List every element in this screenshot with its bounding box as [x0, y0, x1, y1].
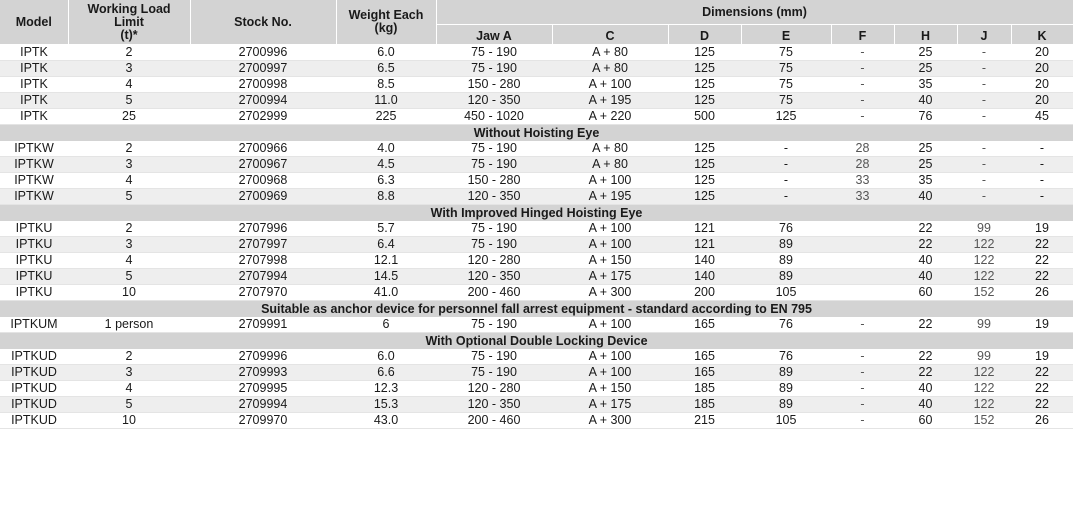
- cell-f: -: [831, 381, 894, 397]
- cell-e: 76: [741, 317, 831, 333]
- cell-stock-no: 2700998: [190, 77, 336, 93]
- cell-k: 19: [1011, 221, 1073, 237]
- cell-wll: 10: [68, 413, 190, 429]
- section-header-row: [0, 125, 1073, 142]
- cell-stock-no: 2709994: [190, 397, 336, 413]
- cell-h: 25: [894, 45, 957, 61]
- table-row: [0, 45, 1073, 61]
- section-header-row: [0, 301, 1073, 318]
- cell-j: 152: [957, 413, 1011, 429]
- cell-d: 125: [668, 61, 741, 77]
- section-title: With Optional Double Locking Device: [0, 333, 1073, 350]
- cell-h: 40: [894, 93, 957, 109]
- cell-h: 22: [894, 349, 957, 365]
- cell-wll: 3: [68, 157, 190, 173]
- header-wll-line3: (t)*: [120, 27, 138, 42]
- cell-wll: 3: [68, 237, 190, 253]
- cell-k: -: [1011, 173, 1073, 189]
- cell-model: IPTKUD: [0, 349, 68, 365]
- cell-e: 75: [741, 93, 831, 109]
- cell-d: 165: [668, 349, 741, 365]
- cell-f: -: [831, 317, 894, 333]
- cell-weight: 6.5: [336, 61, 436, 77]
- header-dim-e: E: [741, 25, 831, 45]
- cell-d: 185: [668, 397, 741, 413]
- cell-c: A + 195: [552, 189, 668, 205]
- cell-k: 22: [1011, 253, 1073, 269]
- cell-weight: 4.0: [336, 141, 436, 157]
- cell-jaw-a: 75 - 190: [436, 237, 552, 253]
- cell-j: -: [957, 77, 1011, 93]
- cell-j: -: [957, 109, 1011, 125]
- cell-h: 22: [894, 237, 957, 253]
- cell-c: A + 100: [552, 349, 668, 365]
- cell-j: 122: [957, 253, 1011, 269]
- section-title: Suitable as anchor device for personnel fall arrest equipment - standard according to EN 795: [0, 301, 1073, 318]
- cell-stock-no: 2700969: [190, 189, 336, 205]
- cell-e: 75: [741, 61, 831, 77]
- cell-d: 500: [668, 109, 741, 125]
- cell-jaw-a: 150 - 280: [436, 77, 552, 93]
- cell-j: -: [957, 61, 1011, 77]
- cell-j: 122: [957, 381, 1011, 397]
- cell-weight: 12.1: [336, 253, 436, 269]
- header-dim-c: C: [552, 25, 668, 45]
- cell-e: -: [741, 141, 831, 157]
- header-stock-no: Stock No.: [190, 0, 336, 45]
- table-row: [0, 381, 1073, 397]
- header-dim-f: F: [831, 25, 894, 45]
- cell-model: IPTKUD: [0, 381, 68, 397]
- cell-jaw-a: 120 - 350: [436, 269, 552, 285]
- cell-jaw-a: 75 - 190: [436, 45, 552, 61]
- cell-d: 121: [668, 221, 741, 237]
- cell-d: 125: [668, 77, 741, 93]
- table-row: [0, 253, 1073, 269]
- table-row: [0, 61, 1073, 77]
- cell-j: 122: [957, 237, 1011, 253]
- cell-weight: 12.3: [336, 381, 436, 397]
- cell-wll: 1 person: [68, 317, 190, 333]
- cell-jaw-a: 120 - 280: [436, 253, 552, 269]
- table-row: [0, 189, 1073, 205]
- cell-h: 25: [894, 141, 957, 157]
- table-row: [0, 269, 1073, 285]
- table-body: [0, 45, 1073, 429]
- cell-j: 152: [957, 285, 1011, 301]
- cell-d: 125: [668, 93, 741, 109]
- cell-weight: 41.0: [336, 285, 436, 301]
- section-header-row: [0, 205, 1073, 222]
- cell-f: 28: [831, 141, 894, 157]
- cell-weight: 5.7: [336, 221, 436, 237]
- cell-k: 22: [1011, 365, 1073, 381]
- cell-e: 76: [741, 349, 831, 365]
- cell-d: 125: [668, 157, 741, 173]
- cell-wll: 4: [68, 173, 190, 189]
- cell-jaw-a: 75 - 190: [436, 365, 552, 381]
- header-weight-line1: Weight Each: [348, 8, 424, 22]
- cell-weight: 4.5: [336, 157, 436, 173]
- table-row: [0, 77, 1073, 93]
- cell-model: IPTK: [0, 45, 68, 61]
- cell-h: 40: [894, 381, 957, 397]
- cell-f: 33: [831, 173, 894, 189]
- cell-h: 60: [894, 285, 957, 301]
- cell-e: -: [741, 189, 831, 205]
- cell-model: IPTKW: [0, 189, 68, 205]
- cell-k: 45: [1011, 109, 1073, 125]
- cell-jaw-a: 450 - 1020: [436, 109, 552, 125]
- header-dim-k: K: [1011, 25, 1073, 45]
- header-wll-line2: Limit: [114, 14, 144, 29]
- cell-h: 40: [894, 189, 957, 205]
- cell-wll: 2: [68, 45, 190, 61]
- cell-d: 121: [668, 237, 741, 253]
- cell-f: [831, 269, 894, 285]
- cell-d: 140: [668, 269, 741, 285]
- cell-d: 165: [668, 317, 741, 333]
- cell-h: 76: [894, 109, 957, 125]
- cell-j: 122: [957, 397, 1011, 413]
- cell-k: -: [1011, 189, 1073, 205]
- cell-h: 22: [894, 317, 957, 333]
- table-row: [0, 157, 1073, 173]
- header-dim-h: H: [894, 25, 957, 45]
- cell-stock-no: 2709993: [190, 365, 336, 381]
- table-row: [0, 317, 1073, 333]
- cell-jaw-a: 75 - 190: [436, 141, 552, 157]
- cell-k: 22: [1011, 381, 1073, 397]
- cell-e: 89: [741, 365, 831, 381]
- cell-jaw-a: 75 - 190: [436, 349, 552, 365]
- cell-stock-no: 2709995: [190, 381, 336, 397]
- cell-k: 20: [1011, 77, 1073, 93]
- cell-c: A + 150: [552, 253, 668, 269]
- cell-f: [831, 237, 894, 253]
- cell-j: -: [957, 189, 1011, 205]
- cell-stock-no: 2700997: [190, 61, 336, 77]
- cell-d: 125: [668, 141, 741, 157]
- cell-model: IPTK: [0, 61, 68, 77]
- cell-jaw-a: 75 - 190: [436, 317, 552, 333]
- cell-j: 122: [957, 365, 1011, 381]
- cell-k: 19: [1011, 349, 1073, 365]
- cell-k: -: [1011, 157, 1073, 173]
- cell-k: 20: [1011, 45, 1073, 61]
- table-row: [0, 173, 1073, 189]
- cell-stock-no: 2702999: [190, 109, 336, 125]
- cell-weight: 6.3: [336, 173, 436, 189]
- table-row: [0, 349, 1073, 365]
- cell-f: -: [831, 77, 894, 93]
- header-wll-line1: Working Load: [87, 1, 171, 16]
- section-title: Without Hoisting Eye: [0, 125, 1073, 142]
- cell-model: IPTKUD: [0, 413, 68, 429]
- cell-model: IPTKU: [0, 269, 68, 285]
- cell-stock-no: 2707996: [190, 221, 336, 237]
- cell-e: 75: [741, 45, 831, 61]
- cell-wll: 4: [68, 77, 190, 93]
- cell-c: A + 80: [552, 45, 668, 61]
- cell-stock-no: 2700968: [190, 173, 336, 189]
- cell-stock-no: 2707970: [190, 285, 336, 301]
- cell-model: IPTK: [0, 93, 68, 109]
- cell-stock-no: 2707997: [190, 237, 336, 253]
- cell-model: IPTKW: [0, 141, 68, 157]
- cell-k: 26: [1011, 413, 1073, 429]
- cell-model: IPTKUD: [0, 397, 68, 413]
- cell-c: A + 175: [552, 397, 668, 413]
- cell-d: 165: [668, 365, 741, 381]
- cell-jaw-a: 200 - 460: [436, 413, 552, 429]
- cell-f: -: [831, 45, 894, 61]
- cell-wll: 10: [68, 285, 190, 301]
- cell-f: -: [831, 93, 894, 109]
- cell-c: A + 100: [552, 317, 668, 333]
- cell-h: 35: [894, 77, 957, 93]
- cell-wll: 25: [68, 109, 190, 125]
- cell-jaw-a: 120 - 350: [436, 397, 552, 413]
- header-dimensions: Dimensions (mm): [436, 0, 1073, 25]
- header-dim-d: D: [668, 25, 741, 45]
- cell-k: 20: [1011, 93, 1073, 109]
- cell-h: 60: [894, 413, 957, 429]
- cell-model: IPTKUM: [0, 317, 68, 333]
- cell-stock-no: 2709991: [190, 317, 336, 333]
- cell-j: -: [957, 141, 1011, 157]
- cell-d: 125: [668, 45, 741, 61]
- cell-stock-no: 2709996: [190, 349, 336, 365]
- cell-h: 25: [894, 157, 957, 173]
- cell-k: 19: [1011, 317, 1073, 333]
- cell-wll: 5: [68, 93, 190, 109]
- cell-weight: 6.4: [336, 237, 436, 253]
- cell-c: A + 220: [552, 109, 668, 125]
- cell-f: [831, 253, 894, 269]
- table-row: [0, 109, 1073, 125]
- cell-h: 40: [894, 253, 957, 269]
- cell-h: 22: [894, 221, 957, 237]
- table-row: [0, 221, 1073, 237]
- cell-k: 26: [1011, 285, 1073, 301]
- cell-j: 99: [957, 349, 1011, 365]
- table-row: [0, 285, 1073, 301]
- cell-d: 125: [668, 189, 741, 205]
- cell-c: A + 300: [552, 285, 668, 301]
- cell-f: -: [831, 397, 894, 413]
- cell-f: -: [831, 413, 894, 429]
- cell-e: 75: [741, 77, 831, 93]
- cell-stock-no: 2700967: [190, 157, 336, 173]
- cell-jaw-a: 120 - 280: [436, 381, 552, 397]
- cell-weight: 43.0: [336, 413, 436, 429]
- cell-wll: 2: [68, 141, 190, 157]
- cell-j: -: [957, 157, 1011, 173]
- cell-k: 22: [1011, 397, 1073, 413]
- cell-h: 25: [894, 61, 957, 77]
- cell-e: -: [741, 157, 831, 173]
- cell-f: [831, 285, 894, 301]
- cell-e: 89: [741, 237, 831, 253]
- cell-f: -: [831, 109, 894, 125]
- cell-wll: 4: [68, 253, 190, 269]
- cell-wll: 3: [68, 365, 190, 381]
- cell-weight: 6: [336, 317, 436, 333]
- cell-f: 28: [831, 157, 894, 173]
- cell-h: 22: [894, 365, 957, 381]
- cell-weight: 6.0: [336, 45, 436, 61]
- cell-weight: 14.5: [336, 269, 436, 285]
- cell-weight: 6.6: [336, 365, 436, 381]
- cell-h: 40: [894, 269, 957, 285]
- cell-stock-no: 2700966: [190, 141, 336, 157]
- cell-jaw-a: 75 - 190: [436, 221, 552, 237]
- table-row: [0, 397, 1073, 413]
- cell-e: 89: [741, 269, 831, 285]
- table-header: [0, 0, 1073, 45]
- cell-weight: 225: [336, 109, 436, 125]
- cell-stock-no: 2700996: [190, 45, 336, 61]
- table-row: [0, 413, 1073, 429]
- header-dim-jaw-a: Jaw A: [436, 25, 552, 45]
- cell-wll: 2: [68, 349, 190, 365]
- cell-model: IPTKUD: [0, 365, 68, 381]
- cell-jaw-a: 200 - 460: [436, 285, 552, 301]
- section-title: With Improved Hinged Hoisting Eye: [0, 205, 1073, 222]
- cell-j: 122: [957, 269, 1011, 285]
- cell-e: 89: [741, 253, 831, 269]
- cell-model: IPTKU: [0, 253, 68, 269]
- cell-d: 215: [668, 413, 741, 429]
- cell-c: A + 150: [552, 381, 668, 397]
- cell-f: [831, 221, 894, 237]
- table-row: [0, 365, 1073, 381]
- cell-e: 89: [741, 381, 831, 397]
- cell-jaw-a: 75 - 190: [436, 61, 552, 77]
- cell-model: IPTKU: [0, 285, 68, 301]
- cell-c: A + 80: [552, 61, 668, 77]
- cell-j: 99: [957, 317, 1011, 333]
- table-row: [0, 93, 1073, 109]
- cell-c: A + 80: [552, 141, 668, 157]
- cell-model: IPTKU: [0, 237, 68, 253]
- cell-j: -: [957, 45, 1011, 61]
- cell-model: IPTKW: [0, 157, 68, 173]
- cell-jaw-a: 75 - 190: [436, 157, 552, 173]
- cell-c: A + 100: [552, 173, 668, 189]
- header-working-load-limit: [68, 0, 190, 45]
- cell-d: 125: [668, 173, 741, 189]
- cell-c: A + 195: [552, 93, 668, 109]
- cell-e: 76: [741, 221, 831, 237]
- cell-weight: 8.5: [336, 77, 436, 93]
- cell-c: A + 175: [552, 269, 668, 285]
- cell-f: -: [831, 349, 894, 365]
- cell-f: 33: [831, 189, 894, 205]
- header-weight-line2: (kg): [374, 21, 398, 35]
- cell-stock-no: 2707994: [190, 269, 336, 285]
- cell-e: -: [741, 173, 831, 189]
- cell-f: -: [831, 365, 894, 381]
- cell-wll: 4: [68, 381, 190, 397]
- cell-j: -: [957, 173, 1011, 189]
- cell-d: 140: [668, 253, 741, 269]
- cell-weight: 11.0: [336, 93, 436, 109]
- header-weight-each: [336, 0, 436, 45]
- table-row: [0, 141, 1073, 157]
- cell-d: 200: [668, 285, 741, 301]
- cell-wll: 5: [68, 397, 190, 413]
- cell-weight: 8.8: [336, 189, 436, 205]
- cell-stock-no: 2700994: [190, 93, 336, 109]
- section-header-row: [0, 333, 1073, 350]
- cell-j: -: [957, 93, 1011, 109]
- cell-jaw-a: 120 - 350: [436, 93, 552, 109]
- cell-model: IPTK: [0, 77, 68, 93]
- cell-weight: 15.3: [336, 397, 436, 413]
- cell-h: 40: [894, 397, 957, 413]
- cell-stock-no: 2707998: [190, 253, 336, 269]
- cell-c: A + 100: [552, 237, 668, 253]
- header-model: Model: [0, 0, 68, 45]
- cell-k: 20: [1011, 61, 1073, 77]
- cell-h: 35: [894, 173, 957, 189]
- cell-wll: 2: [68, 221, 190, 237]
- header-dim-j: J: [957, 25, 1011, 45]
- cell-jaw-a: 150 - 280: [436, 173, 552, 189]
- cell-model: IPTKW: [0, 173, 68, 189]
- cell-e: 105: [741, 285, 831, 301]
- cell-e: 105: [741, 413, 831, 429]
- cell-c: A + 300: [552, 413, 668, 429]
- cell-k: -: [1011, 141, 1073, 157]
- cell-e: 89: [741, 397, 831, 413]
- cell-c: A + 100: [552, 365, 668, 381]
- cell-e: 125: [741, 109, 831, 125]
- cell-j: 99: [957, 221, 1011, 237]
- cell-f: -: [831, 61, 894, 77]
- cell-c: A + 100: [552, 221, 668, 237]
- cell-wll: 3: [68, 61, 190, 77]
- cell-stock-no: 2709970: [190, 413, 336, 429]
- cell-weight: 6.0: [336, 349, 436, 365]
- cell-jaw-a: 120 - 350: [436, 189, 552, 205]
- cell-k: 22: [1011, 269, 1073, 285]
- cell-c: A + 80: [552, 157, 668, 173]
- cell-wll: 5: [68, 189, 190, 205]
- cell-d: 185: [668, 381, 741, 397]
- cell-model: IPTKU: [0, 221, 68, 237]
- cell-wll: 5: [68, 269, 190, 285]
- cell-c: A + 100: [552, 77, 668, 93]
- cell-model: IPTK: [0, 109, 68, 125]
- cell-k: 22: [1011, 237, 1073, 253]
- table-row: [0, 237, 1073, 253]
